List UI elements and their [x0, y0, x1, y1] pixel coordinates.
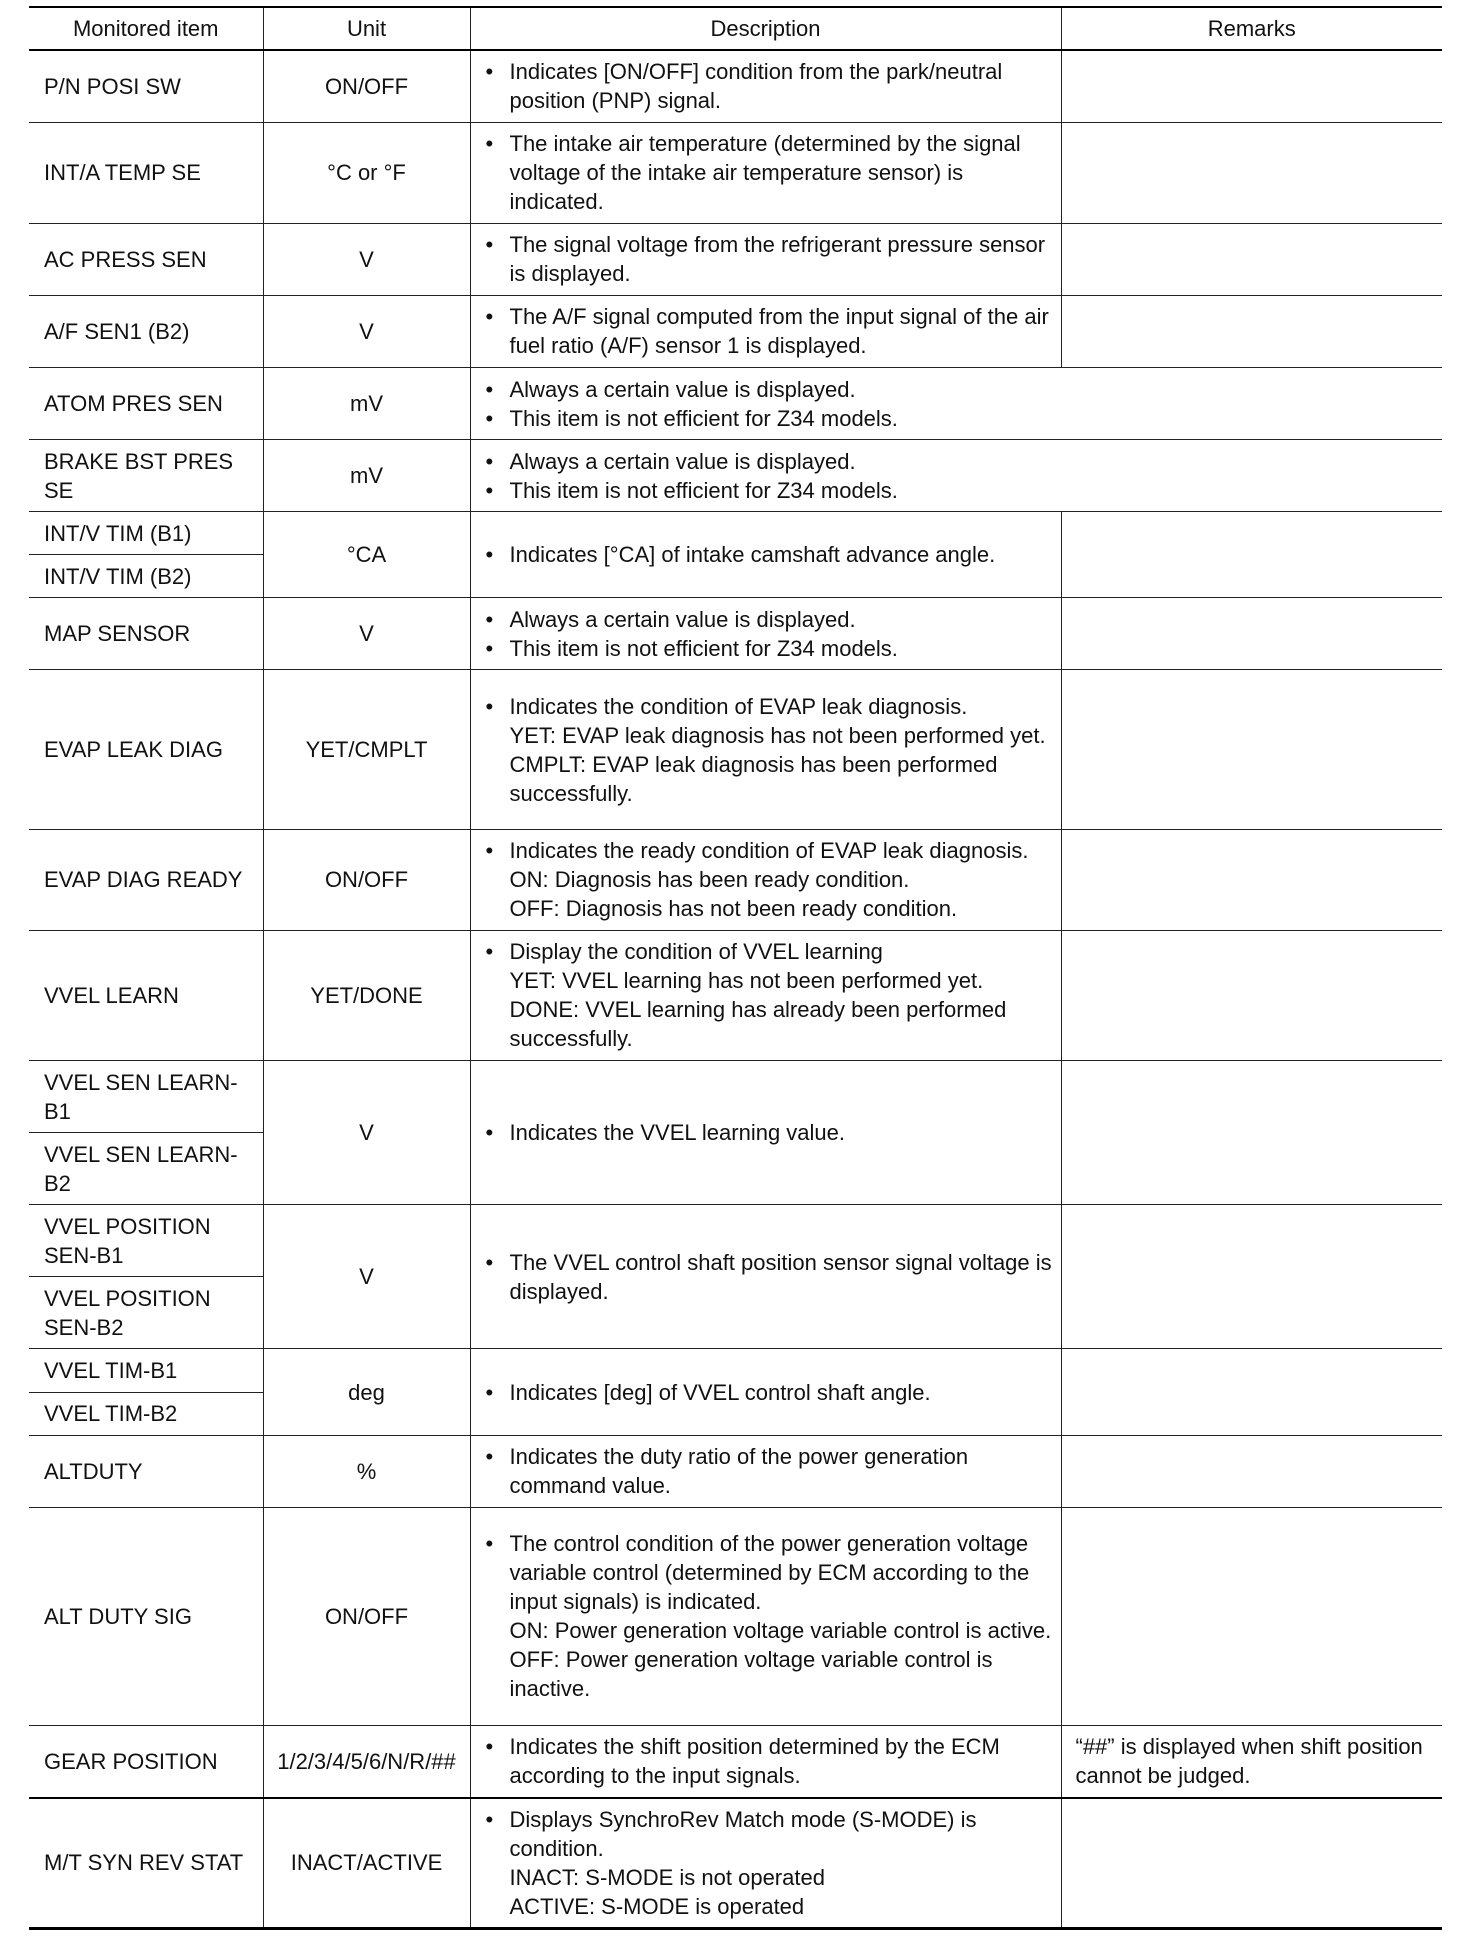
description-text: Indicates the condition of EVAP leak diagnosis.: [509, 693, 968, 719]
description-text: The intake air temperature (determined by the signal voltage of the intake air temperature sensor) is indicated.: [509, 131, 1021, 215]
header-remarks: Remarks: [1061, 7, 1442, 50]
row-remarks: [1061, 598, 1442, 670]
table-row: [29, 598, 1442, 670]
row-description: • Indicates the shift position determined by the ECM according to the input signals.: [470, 1726, 1061, 1798]
header-monitored-item: Monitored item: [29, 7, 263, 50]
description-text: The A/F signal computed from the input signal of the air fuel ratio (A/F) sensor 1 is displayed.: [509, 304, 1049, 359]
row-unit: deg: [263, 1349, 470, 1435]
row-description: • Always a certain value is displayed. • This item is not efficient for Z34 models.: [470, 440, 1442, 512]
row-item: VVEL TIM-B1: [29, 1349, 263, 1392]
row-remarks: [1061, 670, 1442, 829]
row-remarks: [1061, 1349, 1442, 1435]
row-unit: 1/2/3/4/5/6/N/R/##: [263, 1726, 470, 1798]
row-description: • Indicates [ON/OFF] condition from the park/neutral position (PNP) signal.: [470, 50, 1061, 122]
table-row: [29, 829, 1442, 930]
table-row: [29, 122, 1442, 223]
row-description: • The signal voltage from the refrigerant pressure sensor is displayed.: [470, 223, 1061, 295]
row-description: • Indicates [deg] of VVEL control shaft angle.: [470, 1349, 1061, 1435]
row-remarks: [1061, 122, 1442, 223]
description-text: The signal voltage from the refrigerant pressure sensor is displayed.: [509, 232, 1046, 287]
table-row: [29, 295, 1442, 367]
row-item: BRAKE BST PRES SE: [29, 440, 263, 512]
row-unit: YET/CMPLT: [263, 670, 470, 829]
description-text: This item is not efficient for Z34 models.: [509, 477, 898, 503]
row-description: • Indicates the condition of EVAP leak diagnosis. YET: EVAP leak diagnosis has not been performed yet. CMPLT: EVAP leak diagnosis has been performed successfully.: [470, 670, 1061, 829]
row-unit: °CA: [263, 512, 470, 598]
row-description: • The A/F signal computed from the input signal of the air fuel ratio (A/F) sensor 1 is displayed.: [470, 295, 1061, 367]
description-text: Indicates [deg] of VVEL control shaft angle.: [509, 1379, 931, 1405]
description-text: Indicates [°CA] of intake camshaft advance angle.: [509, 542, 996, 568]
description-text: Always a certain value is displayed.: [509, 448, 856, 474]
row-description: • Always a certain value is displayed. • This item is not efficient for Z34 models.: [470, 598, 1061, 670]
row-remarks: [1061, 223, 1442, 295]
row-remarks: [1061, 829, 1442, 930]
description-detail: ACTIVE: S-MODE is operated: [509, 1893, 805, 1919]
row-remarks: [1061, 1435, 1442, 1507]
description-detail: YET: VVEL learning has not been performed yet.: [509, 968, 984, 994]
row-item: VVEL POSITION SEN-B2: [29, 1277, 263, 1349]
row-description: • Displays SynchroRev Match mode (S-MODE) is condition. INACT: S-MODE is not operated ACTIVE: S-MODE is operated: [470, 1798, 1061, 1929]
row-remarks: [1061, 1205, 1442, 1349]
row-description: • Always a certain value is displayed. • This item is not efficient for Z34 models.: [470, 367, 1442, 439]
row-item: VVEL TIM-B2: [29, 1392, 263, 1435]
row-item: VVEL SEN LEARN-B1: [29, 1061, 263, 1133]
row-unit: V: [263, 1205, 470, 1349]
table-row: [29, 1726, 1442, 1798]
row-unit: V: [263, 598, 470, 670]
description-text: Indicates [ON/OFF] condition from the park/neutral position (PNP) signal.: [509, 59, 1003, 114]
table-row: [29, 930, 1442, 1060]
table-row: [29, 223, 1442, 295]
row-description: • Indicates [°CA] of intake camshaft advance angle.: [470, 512, 1061, 598]
table-row: [29, 670, 1442, 829]
row-unit: ON/OFF: [263, 1507, 470, 1725]
table-row: [29, 1205, 1442, 1277]
table-row: [29, 1798, 1442, 1929]
row-item: VVEL SEN LEARN-B2: [29, 1133, 263, 1205]
row-description: • Indicates the VVEL learning value.: [470, 1061, 1061, 1205]
row-unit: %: [263, 1435, 470, 1507]
row-unit: mV: [263, 440, 470, 512]
table-header-row: [29, 7, 1442, 50]
table-row: [29, 50, 1442, 122]
row-item: ALTDUTY: [29, 1435, 263, 1507]
table-row: [29, 512, 1442, 555]
row-item: INT/A TEMP SE: [29, 122, 263, 223]
row-item: AC PRESS SEN: [29, 223, 263, 295]
row-item: P/N POSI SW: [29, 50, 263, 122]
description-text: Always a certain value is displayed.: [509, 376, 856, 402]
row-description: • Display the condition of VVEL learning YET: VVEL learning has not been performed yet. DONE: VVEL learning has already been performed successfully.: [470, 930, 1061, 1060]
description-text: The VVEL control shaft position sensor signal voltage is displayed.: [509, 1249, 1052, 1304]
row-remarks: [1061, 295, 1442, 367]
row-remarks: “##” is displayed when shift position cannot be judged.: [1061, 1726, 1442, 1798]
description-detail: ON: Power generation voltage variable control is active.: [509, 1618, 1052, 1644]
row-remarks: [1061, 1061, 1442, 1205]
row-item: M/T SYN REV STAT: [29, 1798, 263, 1929]
description-text: Display the condition of VVEL learning: [509, 939, 883, 965]
description-text: Displays SynchroRev Match mode (S-MODE) is condition.: [509, 1806, 977, 1861]
row-item: VVEL POSITION SEN-B1: [29, 1205, 263, 1277]
row-unit: V: [263, 223, 470, 295]
row-item: A/F SEN1 (B2): [29, 295, 263, 367]
row-item: GEAR POSITION: [29, 1726, 263, 1798]
row-item: INT/V TIM (B2): [29, 555, 263, 598]
description-text: The control condition of the power generation voltage variable control (determined by ECM according to the input signals) is indicated.: [509, 1531, 1030, 1615]
row-unit: V: [263, 1061, 470, 1205]
row-remarks: [1061, 1798, 1442, 1929]
row-unit: V: [263, 295, 470, 367]
row-unit: YET/DONE: [263, 930, 470, 1060]
table-row: [29, 1349, 1442, 1392]
table-row: [29, 1507, 1442, 1725]
row-unit: ON/OFF: [263, 50, 470, 122]
table-row: [29, 1435, 1442, 1507]
description-detail: OFF: Power generation voltage variable control is inactive.: [509, 1647, 993, 1702]
row-description: • The intake air temperature (determined by the signal voltage of the intake air temperature sensor) is indicated.: [470, 122, 1061, 223]
row-item: EVAP DIAG READY: [29, 829, 263, 930]
description-detail: DONE: VVEL learning has already been performed successfully.: [509, 997, 1007, 1052]
description-text: Indicates the VVEL learning value.: [509, 1120, 846, 1146]
row-description: • Indicates the duty ratio of the power generation command value.: [470, 1435, 1061, 1507]
row-item: INT/V TIM (B1): [29, 512, 263, 555]
row-item: EVAP LEAK DIAG: [29, 670, 263, 829]
row-item: VVEL LEARN: [29, 930, 263, 1060]
description-text: Indicates the ready condition of EVAP leak diagnosis.: [509, 838, 1029, 864]
row-remarks: [1061, 930, 1442, 1060]
monitor-item-document: [29, 6, 1442, 1930]
row-description: • Indicates the ready condition of EVAP leak diagnosis. ON: Diagnosis has been ready condition. OFF: Diagnosis has not been ready condition.: [470, 829, 1061, 930]
row-item: ATOM PRES SEN: [29, 367, 263, 439]
row-item: ALT DUTY SIG: [29, 1507, 263, 1725]
description-text: Indicates the shift position determined by the ECM according to the input signals.: [509, 1734, 1000, 1789]
description-detail: YET: EVAP leak diagnosis has not been performed yet.: [509, 722, 1046, 748]
description-text: This item is not efficient for Z34 models.: [509, 635, 898, 661]
row-unit: ON/OFF: [263, 829, 470, 930]
row-unit: °C or °F: [263, 122, 470, 223]
table-row: [29, 1061, 1442, 1133]
row-description: • The VVEL control shaft position sensor signal voltage is displayed.: [470, 1205, 1061, 1349]
description-text: Indicates the duty ratio of the power generation command value.: [509, 1444, 969, 1499]
description-detail: CMPLT: EVAP leak diagnosis has been performed successfully.: [509, 751, 998, 806]
row-remarks: [1061, 512, 1442, 598]
table-row: [29, 367, 1442, 439]
description-text: Always a certain value is displayed.: [509, 606, 856, 632]
row-unit: mV: [263, 367, 470, 439]
header-unit: Unit: [263, 7, 470, 50]
row-description: • The control condition of the power generation voltage variable control (determined by ECM according to the input signals) is indicated. ON: Power generation voltage variable control is active. OFF: Power generation voltage variable control is inactive.: [470, 1507, 1061, 1725]
description-detail: ON: Diagnosis has been ready condition.: [509, 867, 910, 893]
header-description: Description: [470, 7, 1061, 50]
row-unit: INACT/ACTIVE: [263, 1798, 470, 1929]
table-row: [29, 440, 1442, 512]
row-remarks: [1061, 1507, 1442, 1725]
row-remarks: [1061, 50, 1442, 122]
description-detail: INACT: S-MODE is not operated: [509, 1864, 825, 1890]
description-text: This item is not efficient for Z34 models.: [509, 405, 898, 431]
description-detail: OFF: Diagnosis has not been ready condition.: [509, 896, 958, 922]
row-item: MAP SENSOR: [29, 598, 263, 670]
monitor-item-table: [29, 6, 1442, 1930]
